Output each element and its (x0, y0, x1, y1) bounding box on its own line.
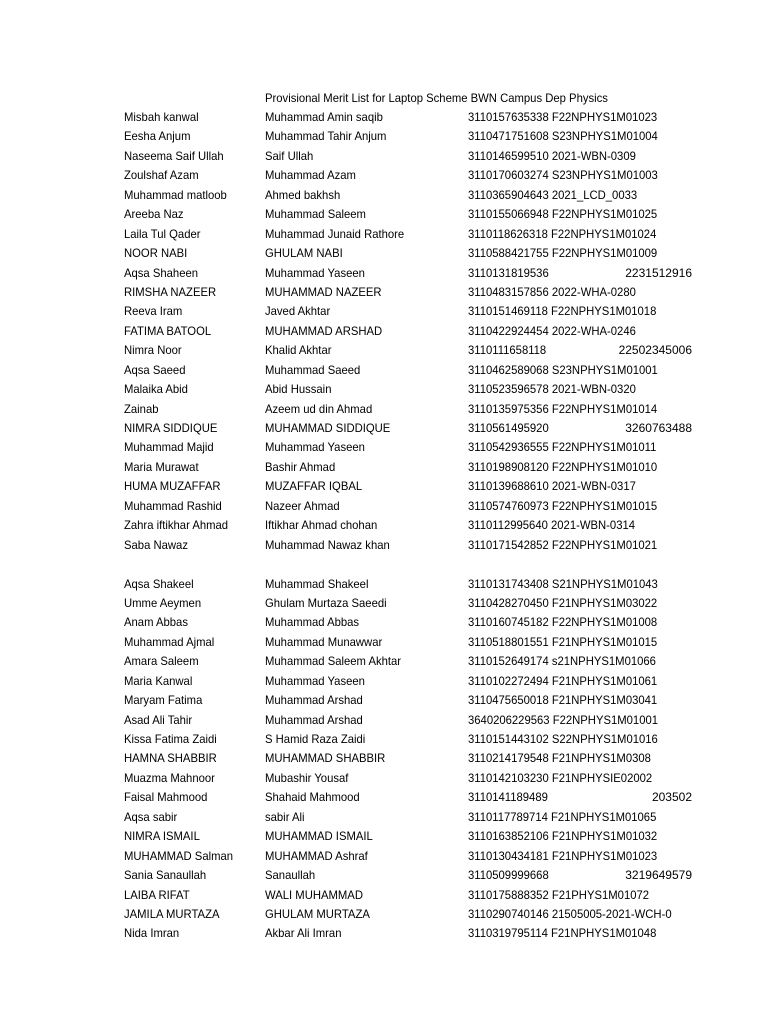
cnic-and-roll-number: 3110135975356 F22NPHYS1M01014 (468, 401, 658, 416)
id-cell (468, 108, 692, 127)
cnic-and-roll-number: 3110160745182 F22NPHYS1M01008 (468, 615, 658, 630)
student-name: HAMNA SHABBIR (124, 751, 217, 766)
student-name: Areeba Naz (124, 207, 184, 222)
student-name: MUHAMMAD Salman (124, 848, 234, 863)
id-cell (468, 827, 692, 846)
student-name: Asad Ali Tahir (124, 712, 193, 727)
father-name: MUHAMMAD ARSHAD (265, 323, 383, 338)
father-name: MUZAFFAR IQBAL (265, 479, 363, 494)
cnic-and-roll-number: 3110117789714 F21NPHYS1M01065 (468, 809, 657, 824)
student-name: Faisal Mahmood (124, 790, 208, 805)
id-cell (468, 691, 692, 710)
list-row (0, 808, 768, 827)
father-name: GHULAM MURTAZA (265, 906, 370, 921)
student-name: RIMSHA NAZEER (124, 284, 217, 299)
student-name: Kissa Fatima Zaidi (124, 732, 217, 746)
student-name: Aqsa Shakeel (124, 576, 194, 591)
father-name: Muhammad Tahir Anjum (265, 129, 387, 144)
cnic-and-roll-number: 3110152649174 s21NPHYS1M01066 (468, 654, 656, 669)
student-name: Naseema Saif Ullah (124, 148, 224, 163)
list-row (0, 924, 768, 943)
student-name: Malaika Abid (124, 382, 188, 397)
cnic-and-roll-number: 3110518801551 F21NPHYS1M01015 (468, 634, 658, 649)
id-cell (468, 458, 692, 477)
student-name: Misbah kanwal (124, 110, 199, 124)
id-cell (468, 477, 692, 496)
list-row (0, 788, 768, 807)
list-row (0, 847, 768, 866)
father-name: Muhammad Arshad (265, 693, 363, 708)
id-cell (468, 536, 692, 555)
student-name: Zainab (124, 401, 159, 416)
id-cell (468, 166, 692, 185)
student-name: Saba Nawaz (124, 537, 188, 552)
student-name: Maryam Fatima (124, 693, 203, 708)
father-name: MUHAMMAD SIDDIQUE (265, 421, 391, 435)
list-row (0, 769, 768, 788)
list-row (0, 555, 768, 574)
list-row (0, 380, 768, 399)
father-name: Muhammad Abbas (265, 615, 360, 630)
list-row (0, 108, 768, 127)
student-name: Maria Murawat (124, 459, 199, 474)
student-name: Laila Tul Qader (124, 226, 201, 241)
list-row (0, 866, 768, 885)
student-name: Muhammad matloob (124, 187, 227, 202)
id-cell (468, 244, 692, 263)
father-name: Muhammad Junaid Rathore (265, 226, 405, 241)
father-name: Nazeer Ahmad (265, 498, 340, 513)
father-name: Muhammad Shakeel (265, 576, 369, 591)
cnic-and-roll-number: 3110131743408 S21NPHYS1M01043 (468, 576, 658, 591)
student-name: Nimra Noor (124, 343, 182, 358)
father-name: Ahmed bakhsh (265, 187, 341, 202)
student-name: Nida Imran (124, 926, 180, 941)
father-name: Abid Hussain (265, 382, 332, 397)
id-cell (468, 613, 692, 632)
cnic-and-roll-number: 3110365904643 2021_LCD_0033 (468, 187, 638, 202)
father-name: Saif Ullah (265, 148, 314, 163)
id-cell (468, 322, 692, 341)
id-cell (468, 186, 692, 205)
father-name: Sanaullah (265, 868, 316, 883)
father-name: Iftikhar Ahmad chohan (265, 518, 378, 533)
id-cell (468, 283, 692, 302)
cnic-and-roll-number: 3110157635338 F22NPHYS1M01023 (468, 110, 658, 124)
list-row (0, 322, 768, 341)
id-cell (468, 127, 692, 146)
id-cell (468, 380, 692, 399)
student-name: Anam Abbas (124, 615, 188, 630)
id-cell (468, 749, 692, 768)
father-name: Ghulam Murtaza Saeedi (265, 595, 387, 610)
father-name: Mubashir Yousaf (265, 770, 349, 785)
list-row (0, 827, 768, 846)
student-name: Umme Aeymen (124, 595, 202, 610)
cnic-and-roll-number: 3110139688610 2021-WBN-0317 (468, 479, 636, 494)
document-title: Provisional Merit List for Laptop Scheme BWN Campus Dep Physics (265, 91, 608, 105)
id-cell (468, 205, 692, 224)
father-name: MUHAMMAD NAZEER (265, 284, 382, 299)
student-name: Muhammad Rashid (124, 498, 222, 513)
list-row (0, 361, 768, 380)
father-name: Khalid Akhtar (265, 343, 332, 358)
cnic-and-roll-number: 3110198908120 F22NPHYS1M01010 (468, 459, 658, 474)
list-row (0, 341, 768, 360)
student-name: LAIBA RIFAT (124, 887, 190, 902)
id-cell (468, 594, 692, 613)
list-row (0, 575, 768, 594)
student-name: NIMRA ISMAIL (124, 829, 200, 844)
registration-code: 22502345006 (618, 343, 692, 358)
id-cell (468, 866, 692, 885)
cnic-and-roll-number: 3110471751608 S23NPHYS1M01004 (468, 129, 658, 144)
father-name: Muhammad Azam (265, 168, 356, 183)
student-name: Aqsa Shaheen (124, 265, 199, 280)
student-name: JAMILA MURTAZA (124, 906, 220, 921)
id-cell (468, 341, 692, 360)
father-name: WALI MUHAMMAD (265, 887, 363, 902)
list-row (0, 730, 768, 749)
father-name: Shahaid Mahmood (265, 790, 360, 805)
cnic-and-roll-number: 3110118626318 F22NPHYS1M01024 (468, 226, 657, 241)
father-name: Muhammad Yaseen (265, 440, 365, 455)
id-cell (468, 555, 692, 574)
list-row (0, 186, 768, 205)
cnic-and-roll-number: 3110214179548 F21NPHYS1M0308 (468, 751, 651, 766)
list-row (0, 711, 768, 730)
list-row (0, 458, 768, 477)
id-cell (468, 225, 692, 244)
id-cell (468, 361, 692, 380)
cnic-and-roll-number: 3110141189489 (468, 790, 548, 805)
cnic-and-roll-number: 3110142103230 F21NPHYSIE02002 (468, 770, 653, 785)
father-name: Muhammad Nawaz khan (265, 537, 390, 552)
cnic-and-roll-number: 3110112995640 2021-WBN-0314 (468, 518, 636, 533)
id-cell (468, 419, 692, 438)
cnic-and-roll-number: 3110290740146 21505005-2021-WCH-0 (468, 906, 672, 921)
id-cell (468, 730, 692, 749)
student-name: Muhammad Ajmal (124, 634, 215, 649)
student-name: Muhammad Majid (124, 440, 214, 455)
id-cell (468, 302, 692, 321)
student-name: FATIMA BATOOL (124, 323, 212, 338)
id-cell (468, 711, 692, 730)
cnic-and-roll-number: 3110171542852 F22NPHYS1M01021 (468, 537, 658, 552)
id-cell (468, 769, 692, 788)
cnic-and-roll-number: 3110131819536 (468, 265, 549, 280)
cnic-and-roll-number: 3110175888352 F21PHYS1M01072 (468, 887, 650, 902)
id-cell (468, 788, 692, 807)
father-name: Javed Akhtar (265, 304, 331, 319)
registration-code: 2231512916 (625, 265, 692, 280)
list-row (0, 147, 768, 166)
cnic-and-roll-number: 3110588421755 F22NPHYS1M01009 (468, 246, 658, 261)
student-name: Aqsa Saeed (124, 362, 186, 377)
id-cell (468, 847, 692, 866)
student-name: Amara Saleem (124, 654, 199, 669)
father-name: MUHAMMAD ISMAIL (265, 829, 373, 844)
id-cell (468, 438, 692, 457)
id-cell (468, 886, 692, 905)
list-row (0, 905, 768, 924)
student-name: NOOR NABI (124, 246, 188, 261)
cnic-and-roll-number: 3110130434181 F21NPHYS1M01023 (468, 848, 658, 863)
cnic-and-roll-number: 3110163852106 F21NPHYS1M01032 (468, 829, 658, 844)
id-cell (468, 516, 692, 535)
list-row (0, 264, 768, 283)
father-name: Muhammad Saeed (265, 362, 361, 377)
id-cell (468, 147, 692, 166)
father-name: Bashir Ahmad (265, 459, 336, 474)
list-row (0, 438, 768, 457)
father-name: Muhammad Amin saqib (265, 110, 383, 124)
father-name: Muhammad Munawwar (265, 634, 383, 649)
list-row (0, 166, 768, 185)
father-name: GHULAM NABI (265, 246, 343, 261)
father-name: Muhammad Yaseen (265, 673, 365, 688)
id-cell (468, 652, 692, 671)
list-row (0, 594, 768, 613)
list-row (0, 652, 768, 671)
father-name: Muhammad Yaseen (265, 265, 365, 280)
cnic-and-roll-number: 3110151443102 S22NPHYS1M01016 (468, 732, 658, 746)
registration-code: 203502 (651, 790, 692, 805)
father-name: S Hamid Raza Zaidi (265, 732, 366, 746)
list-row (0, 691, 768, 710)
list-row (0, 536, 768, 555)
student-name: Reeva Iram (124, 304, 183, 319)
cnic-and-roll-number: 3110146599510 2021-WBN-0309 (468, 148, 636, 163)
father-name: sabir Ali (265, 809, 305, 824)
cnic-and-roll-number: 3110170603274 S23NPHYS1M01003 (468, 168, 658, 183)
cnic-and-roll-number: 3110111658118 (468, 343, 547, 358)
student-name: Maria Kanwal (124, 673, 193, 688)
cnic-and-roll-number: 3110561495920 (468, 421, 549, 435)
list-row (0, 633, 768, 652)
list-row (0, 749, 768, 768)
list-row (0, 477, 768, 496)
cnic-and-roll-number: 3110574760973 F22NPHYS1M01015 (468, 498, 658, 513)
cnic-and-roll-number: 3110483157856 2022-WHA-0280 (468, 284, 636, 299)
father-name: Azeem ud din Ahmad (265, 401, 373, 416)
id-cell (468, 633, 692, 652)
id-cell (468, 400, 692, 419)
id-cell (468, 905, 692, 924)
student-name: HUMA MUZAFFAR (124, 479, 221, 494)
cnic-and-roll-number: 3110462589068 S23NPHYS1M01001 (468, 362, 658, 377)
list-row (0, 672, 768, 691)
student-name: Zahra iftikhar Ahmad (124, 518, 229, 533)
list-row (0, 419, 768, 438)
cnic-and-roll-number: 3110523596578 2021-WBN-0320 (468, 382, 636, 397)
cnic-and-roll-number: 3640206229563 F22NPHYS1M01001 (468, 712, 659, 727)
cnic-and-roll-number: 3110151469118 F22NPHYS1M01018 (468, 304, 657, 319)
student-name: Zoulshaf Azam (124, 168, 199, 183)
father-name: Akbar Ali Imran (265, 926, 342, 941)
registration-code: 3260763488 (625, 421, 692, 435)
cnic-and-roll-number: 3110509999668 (468, 868, 549, 883)
list-row (0, 516, 768, 535)
cnic-and-roll-number: 3110475650018 F21NPHYS1M03041 (468, 693, 658, 708)
cnic-and-roll-number: 3110422924454 2022-WHA-0246 (468, 323, 636, 338)
cnic-and-roll-number: 3110155066948 F22NPHYS1M01025 (468, 207, 658, 222)
id-cell (468, 264, 692, 283)
father-name: Muhammad Saleem (265, 207, 366, 222)
list-row (0, 283, 768, 302)
father-name: MUHAMMAD Ashraf (265, 848, 368, 863)
student-name: NIMRA SIDDIQUE (124, 421, 218, 435)
cnic-and-roll-number: 3110102272494 F21NPHYS1M01061 (468, 673, 658, 688)
list-row (0, 225, 768, 244)
list-row (0, 205, 768, 224)
id-cell (468, 497, 692, 516)
cnic-and-roll-number: 3110319795114 F21NPHYS1M01048 (468, 926, 657, 941)
list-row (0, 613, 768, 632)
student-name: Muazma Mahnoor (124, 770, 215, 785)
student-name: Sania Sanaullah (124, 868, 207, 883)
list-row (0, 302, 768, 321)
student-name: Aqsa sabir (124, 809, 178, 824)
id-cell (468, 808, 692, 827)
father-name: Muhammad Saleem Akhtar (265, 654, 402, 669)
merit-list (0, 108, 768, 944)
list-row (0, 497, 768, 516)
list-row (0, 886, 768, 905)
cnic-and-roll-number: 3110542936555 F22NPHYS1M01011 (468, 440, 657, 455)
list-row (0, 127, 768, 146)
id-cell (468, 575, 692, 594)
id-cell (468, 672, 692, 691)
student-name: Eesha Anjum (124, 129, 191, 144)
father-name: Muhammad Arshad (265, 712, 363, 727)
cnic-and-roll-number: 3110428270450 F21NPHYS1M03022 (468, 595, 658, 610)
list-row (0, 244, 768, 263)
father-name: MUHAMMAD SHABBIR (265, 751, 386, 766)
id-cell (468, 924, 692, 943)
list-row (0, 400, 768, 419)
registration-code: 3219649579 (625, 868, 692, 883)
